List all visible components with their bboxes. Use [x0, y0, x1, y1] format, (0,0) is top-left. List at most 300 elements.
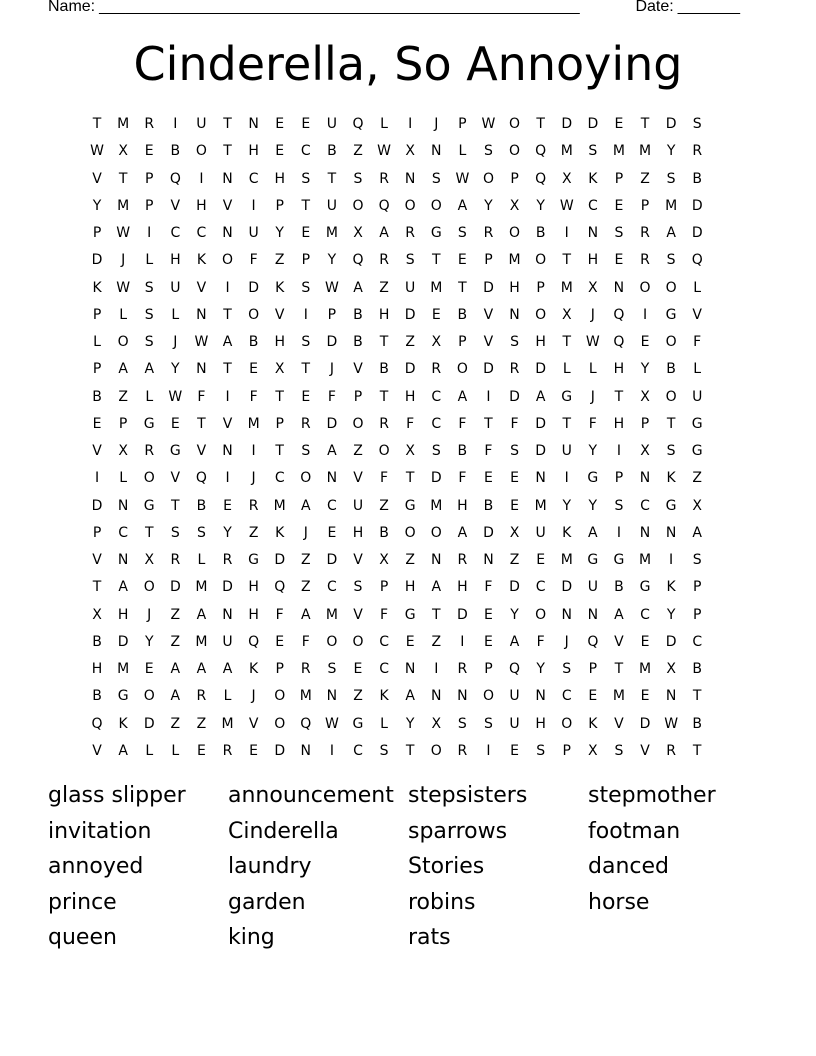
grid-cell[interactable]: Y	[640, 361, 650, 378]
grid-cell[interactable]: N	[613, 279, 625, 296]
grid-cell[interactable]: Z	[353, 688, 363, 705]
grid-cell[interactable]: M	[221, 715, 234, 732]
grid-cell[interactable]: Z	[353, 443, 363, 459]
grid-cell[interactable]: V	[92, 742, 102, 759]
grid-cell[interactable]: O	[274, 688, 286, 705]
grid-cell[interactable]: G	[404, 606, 416, 623]
grid-cell[interactable]: C	[118, 524, 129, 541]
grid-cell[interactable]: X	[692, 497, 702, 514]
grid-cell[interactable]: T	[666, 415, 676, 432]
grid-cell[interactable]: N	[587, 606, 599, 623]
grid-cell[interactable]: C	[274, 470, 285, 487]
grid-cell[interactable]: O	[561, 715, 573, 732]
grid-cell[interactable]: X	[353, 225, 363, 241]
grid-cell[interactable]: N	[326, 470, 338, 487]
grid-cell[interactable]: X	[509, 197, 520, 214]
grid-cell[interactable]: W	[194, 334, 209, 350]
grid-cell[interactable]: L	[93, 334, 101, 350]
grid-cell[interactable]: H	[535, 334, 546, 350]
grid-cell[interactable]: G	[169, 443, 181, 459]
grid-cell[interactable]: I	[486, 388, 491, 405]
grid-cell[interactable]: A	[118, 579, 128, 596]
grid-cell[interactable]: N	[639, 524, 651, 541]
grid-cell[interactable]: E	[510, 470, 519, 487]
grid-cell[interactable]: P	[275, 415, 284, 432]
grid-cell[interactable]: P	[536, 279, 545, 296]
grid-cell[interactable]: C	[561, 688, 572, 705]
grid-cell[interactable]: S	[692, 116, 702, 132]
grid-cell[interactable]: K	[275, 524, 285, 541]
grid-cell[interactable]: S	[144, 334, 154, 350]
grid-cell[interactable]: H	[248, 579, 259, 596]
grid-cell[interactable]: L	[119, 470, 128, 487]
grid-cell[interactable]: C	[692, 633, 703, 650]
grid-cell[interactable]: N	[431, 143, 442, 160]
grid-cell[interactable]: E	[144, 143, 154, 160]
grid-cell[interactable]: R	[300, 661, 311, 677]
grid-cell[interactable]: F	[458, 415, 467, 432]
grid-cell[interactable]: A	[118, 361, 128, 378]
grid-cell[interactable]: R	[248, 497, 259, 514]
grid-cell[interactable]: P	[510, 170, 519, 187]
grid-cell[interactable]: A	[457, 388, 468, 405]
grid-cell[interactable]: H	[248, 606, 259, 623]
grid-cell[interactable]: U	[326, 116, 338, 132]
grid-cell[interactable]: R	[379, 252, 389, 269]
grid-cell[interactable]: V	[170, 197, 181, 214]
grid-cell[interactable]: G	[117, 688, 129, 705]
grid-cell[interactable]: E	[144, 661, 154, 677]
grid-cell[interactable]: U	[248, 225, 259, 241]
grid-cell[interactable]: G	[613, 552, 625, 568]
grid-cell[interactable]: L	[145, 388, 154, 405]
grid-cell[interactable]: V	[483, 334, 494, 350]
date-field[interactable]	[635, 0, 740, 16]
grid-cell[interactable]: N	[248, 116, 259, 132]
grid-cell[interactable]: D	[274, 742, 286, 759]
grid-cell[interactable]: P	[301, 252, 311, 269]
grid-cell[interactable]: O	[509, 116, 521, 132]
grid-cell[interactable]: X	[405, 143, 415, 160]
grid-cell[interactable]: P	[275, 661, 284, 677]
grid-cell[interactable]: T	[431, 252, 441, 269]
grid-cell[interactable]: L	[171, 742, 180, 759]
grid-cell[interactable]: H	[587, 252, 599, 269]
grid-cell[interactable]: X	[588, 279, 598, 296]
grid-cell[interactable]: T	[484, 415, 493, 432]
grid-cell[interactable]: D	[483, 279, 494, 296]
grid-cell[interactable]: V	[92, 170, 102, 187]
grid-cell[interactable]: L	[171, 306, 180, 323]
grid-cell[interactable]: A	[353, 279, 363, 296]
grid-cell[interactable]: E	[249, 742, 259, 759]
grid-cell[interactable]: G	[430, 225, 442, 241]
grid-cell[interactable]: D	[456, 606, 468, 623]
grid-cell[interactable]: Q	[535, 170, 547, 187]
grid-cell[interactable]: T	[223, 116, 232, 132]
grid-cell[interactable]: Y	[144, 633, 154, 650]
grid-cell[interactable]: F	[380, 606, 389, 623]
name-line[interactable]: ______________________________________________________	[99, 0, 580, 15]
grid-cell[interactable]: B	[353, 306, 363, 323]
grid-cell[interactable]: Y	[327, 252, 337, 269]
grid-cell[interactable]: S	[692, 552, 702, 568]
grid-cell[interactable]: H	[170, 252, 181, 269]
grid-cell[interactable]: I	[460, 633, 465, 650]
grid-cell[interactable]: E	[484, 633, 493, 650]
grid-cell[interactable]: T	[144, 524, 154, 541]
grid-cell[interactable]: Y	[171, 361, 180, 378]
grid-cell[interactable]: V	[196, 279, 207, 296]
grid-cell[interactable]: U	[509, 688, 520, 705]
grid-cell[interactable]: S	[510, 334, 519, 350]
grid-cell[interactable]: L	[693, 361, 702, 378]
grid-cell[interactable]: A	[405, 688, 415, 705]
grid-cell[interactable]: U	[692, 388, 703, 405]
grid-cell[interactable]: X	[379, 552, 389, 568]
grid-cell[interactable]: O	[248, 306, 260, 323]
grid-cell[interactable]: D	[509, 579, 520, 596]
grid-cell[interactable]: B	[248, 334, 259, 350]
grid-cell[interactable]: N	[535, 688, 546, 705]
grid-cell[interactable]: H	[613, 415, 625, 432]
grid-cell[interactable]: B	[170, 143, 181, 160]
grid-cell[interactable]: O	[326, 633, 338, 650]
grid-cell[interactable]: P	[353, 388, 363, 405]
grid-cell[interactable]: Z	[170, 606, 181, 623]
grid-cell[interactable]: N	[300, 742, 312, 759]
grid-cell[interactable]: O	[117, 334, 129, 350]
grid-cell[interactable]: P	[92, 225, 102, 241]
grid-cell[interactable]: S	[562, 661, 572, 677]
grid-cell[interactable]: Z	[379, 279, 389, 296]
grid-cell[interactable]: I	[225, 470, 230, 487]
grid-cell[interactable]: M	[638, 143, 652, 160]
grid-cell[interactable]: M	[325, 606, 338, 623]
grid-cell[interactable]: N	[457, 688, 468, 705]
grid-cell[interactable]: S	[144, 306, 154, 323]
grid-cell[interactable]: E	[640, 688, 650, 705]
grid-cell[interactable]: O	[665, 279, 677, 296]
grid-cell[interactable]: K	[666, 470, 676, 487]
grid-cell[interactable]: M	[612, 688, 625, 705]
grid-cell[interactable]: E	[640, 633, 650, 650]
grid-cell[interactable]: J	[251, 470, 256, 487]
grid-cell[interactable]: R	[457, 552, 468, 568]
grid-cell[interactable]: D	[248, 279, 259, 296]
grid-cell[interactable]: D	[483, 361, 494, 378]
grid-cell[interactable]: S	[353, 170, 363, 187]
grid-cell[interactable]: B	[92, 688, 102, 705]
grid-cell[interactable]: N	[404, 170, 416, 187]
grid-cell[interactable]: E	[327, 524, 337, 541]
grid-cell[interactable]: J	[590, 306, 595, 323]
grid-cell[interactable]: A	[118, 742, 128, 759]
grid-cell[interactable]: H	[248, 143, 259, 160]
grid-cell[interactable]: H	[535, 715, 546, 732]
grid-cell[interactable]: A	[196, 606, 207, 623]
grid-cell[interactable]: W	[377, 143, 391, 160]
grid-cell[interactable]: A	[196, 661, 207, 677]
grid-cell[interactable]: Z	[509, 552, 520, 568]
grid-cell[interactable]: Z	[196, 715, 207, 732]
grid-cell[interactable]: G	[248, 552, 260, 568]
grid-cell[interactable]: P	[92, 306, 102, 323]
grid-cell[interactable]: K	[379, 688, 389, 705]
grid-cell[interactable]: G	[691, 443, 703, 459]
grid-cell[interactable]: A	[666, 225, 676, 241]
grid-cell[interactable]: L	[223, 688, 232, 705]
grid-cell[interactable]: D	[639, 715, 651, 732]
grid-cell[interactable]: D	[587, 116, 599, 132]
grid-cell[interactable]: R	[144, 443, 155, 459]
grid-cell[interactable]: M	[325, 225, 338, 241]
grid-cell[interactable]: T	[431, 606, 441, 623]
grid-cell[interactable]: G	[561, 388, 573, 405]
grid-cell[interactable]: F	[249, 252, 258, 269]
grid-cell[interactable]: H	[117, 606, 129, 623]
grid-cell[interactable]: O	[404, 197, 416, 214]
grid-cell[interactable]: B	[353, 334, 363, 350]
grid-cell[interactable]: T	[92, 116, 102, 132]
grid-cell[interactable]: I	[94, 470, 100, 487]
grid-cell[interactable]: C	[640, 497, 650, 514]
grid-cell[interactable]: Z	[118, 388, 128, 405]
grid-cell[interactable]: O	[509, 225, 521, 241]
grid-cell[interactable]: U	[561, 443, 572, 459]
grid-cell[interactable]: H	[404, 388, 416, 405]
grid-cell[interactable]: R	[666, 742, 676, 759]
grid-cell[interactable]: W	[481, 116, 496, 132]
grid-cell[interactable]: W	[90, 143, 104, 160]
grid-cell[interactable]: A	[509, 633, 520, 650]
grid-cell[interactable]: D	[691, 197, 703, 214]
grid-cell[interactable]: J	[173, 334, 178, 350]
grid-cell[interactable]: I	[329, 742, 334, 759]
grid-cell[interactable]: M	[430, 497, 443, 514]
grid-cell[interactable]: F	[327, 388, 336, 405]
grid-cell[interactable]: T	[692, 688, 702, 705]
grid-cell[interactable]: E	[196, 742, 206, 759]
grid-cell[interactable]: S	[666, 252, 676, 269]
grid-cell[interactable]: F	[406, 415, 415, 432]
grid-cell[interactable]: S	[536, 742, 546, 759]
grid-cell[interactable]: H	[509, 279, 520, 296]
grid-cell[interactable]: Q	[509, 661, 521, 677]
grid-cell[interactable]: B	[379, 524, 389, 541]
grid-cell[interactable]: Q	[169, 170, 181, 187]
grid-cell[interactable]: I	[564, 225, 569, 241]
grid-cell[interactable]: I	[251, 197, 256, 214]
grid-cell[interactable]: S	[431, 443, 441, 459]
grid-cell[interactable]: I	[434, 661, 439, 677]
grid-cell[interactable]: D	[535, 361, 547, 378]
grid-cell[interactable]: E	[614, 197, 624, 214]
grid-cell[interactable]: B	[692, 661, 702, 677]
grid-cell[interactable]: Z	[405, 552, 415, 568]
grid-cell[interactable]: R	[144, 116, 155, 132]
grid-cell[interactable]: H	[274, 334, 285, 350]
grid-cell[interactable]: V	[170, 470, 181, 487]
grid-cell[interactable]: N	[483, 552, 494, 568]
grid-cell[interactable]: H	[613, 361, 625, 378]
grid-cell[interactable]: X	[431, 334, 442, 350]
grid-cell[interactable]: E	[457, 252, 467, 269]
grid-cell[interactable]: C	[379, 633, 389, 650]
grid-cell[interactable]: D	[326, 415, 338, 432]
grid-cell[interactable]: L	[458, 143, 467, 160]
grid-cell[interactable]: G	[404, 497, 416, 514]
grid-cell[interactable]: Z	[301, 579, 311, 596]
grid-cell[interactable]: D	[561, 579, 573, 596]
grid-cell[interactable]: S	[484, 143, 493, 160]
grid-cell[interactable]: S	[301, 334, 311, 350]
grid-cell[interactable]: F	[484, 443, 493, 459]
grid-cell[interactable]: R	[222, 742, 233, 759]
grid-cell[interactable]: U	[509, 715, 520, 732]
grid-cell[interactable]: U	[196, 116, 207, 132]
grid-cell[interactable]: V	[222, 197, 233, 214]
grid-cell[interactable]: D	[274, 552, 286, 568]
grid-cell[interactable]: H	[457, 579, 468, 596]
grid-cell[interactable]: I	[199, 170, 204, 187]
grid-cell[interactable]: Q	[378, 197, 390, 214]
grid-cell[interactable]: P	[275, 197, 284, 214]
grid-cell[interactable]: T	[118, 170, 128, 187]
grid-cell[interactable]: E	[484, 606, 493, 623]
grid-cell[interactable]: X	[405, 443, 415, 459]
grid-cell[interactable]: B	[483, 497, 494, 514]
grid-cell[interactable]: Z	[353, 143, 363, 160]
grid-cell[interactable]: L	[562, 361, 571, 378]
grid-cell[interactable]: T	[327, 170, 337, 187]
grid-cell[interactable]: I	[564, 470, 569, 487]
grid-cell[interactable]: V	[196, 443, 207, 459]
grid-cell[interactable]: J	[564, 633, 569, 650]
grid-cell[interactable]: H	[196, 197, 207, 214]
grid-cell[interactable]: O	[456, 361, 468, 378]
grid-cell[interactable]: J	[590, 388, 595, 405]
grid-cell[interactable]: T	[562, 252, 572, 269]
grid-cell[interactable]: R	[222, 552, 233, 568]
grid-cell[interactable]: V	[483, 306, 494, 323]
grid-cell[interactable]: O	[535, 606, 547, 623]
grid-cell[interactable]: N	[665, 524, 677, 541]
grid-cell[interactable]: R	[405, 225, 416, 241]
grid-cell[interactable]: L	[119, 306, 128, 323]
grid-cell[interactable]: W	[664, 715, 679, 732]
grid-cell[interactable]: J	[434, 116, 439, 132]
grid-cell[interactable]: N	[665, 688, 677, 705]
grid-cell[interactable]: T	[92, 579, 102, 596]
grid-cell[interactable]: S	[666, 170, 676, 187]
grid-cell[interactable]: N	[222, 225, 233, 241]
grid-cell[interactable]: O	[535, 306, 547, 323]
grid-cell[interactable]: N	[404, 661, 416, 677]
grid-cell[interactable]: X	[509, 524, 520, 541]
grid-cell[interactable]: B	[457, 306, 468, 323]
grid-cell[interactable]: G	[587, 470, 599, 487]
grid-cell[interactable]: B	[614, 579, 624, 596]
grid-cell[interactable]: U	[587, 579, 598, 596]
grid-cell[interactable]: F	[380, 470, 389, 487]
grid-cell[interactable]: M	[665, 197, 678, 214]
grid-cell[interactable]: K	[588, 170, 598, 187]
grid-cell[interactable]: A	[301, 497, 311, 514]
grid-cell[interactable]: M	[117, 661, 130, 677]
grid-cell[interactable]: M	[299, 688, 312, 705]
grid-cell[interactable]: O	[639, 279, 651, 296]
grid-cell[interactable]: H	[378, 306, 390, 323]
grid-cell[interactable]: D	[143, 715, 155, 732]
grid-cell[interactable]: C	[640, 606, 650, 623]
grid-cell[interactable]: E	[170, 415, 180, 432]
grid-cell[interactable]: B	[92, 388, 102, 405]
grid-cell[interactable]: R	[640, 225, 650, 241]
grid-cell[interactable]: D	[509, 388, 520, 405]
grid-cell[interactable]: C	[327, 497, 337, 514]
grid-cell[interactable]: M	[195, 633, 208, 650]
grid-cell[interactable]: C	[327, 579, 337, 596]
grid-cell[interactable]: R	[509, 361, 520, 378]
grid-cell[interactable]: O	[509, 143, 521, 160]
grid-cell[interactable]: T	[614, 388, 624, 405]
grid-cell[interactable]: G	[143, 497, 155, 514]
grid-cell[interactable]: D	[665, 116, 677, 132]
grid-cell[interactable]: T	[379, 388, 389, 405]
grid-cell[interactable]: M	[560, 143, 573, 160]
grid-cell[interactable]: V	[92, 552, 102, 568]
grid-cell[interactable]: S	[666, 443, 676, 459]
grid-cell[interactable]: A	[457, 524, 468, 541]
grid-cell[interactable]: P	[562, 742, 571, 759]
grid-cell[interactable]: H	[457, 497, 468, 514]
grid-cell[interactable]: O	[352, 415, 364, 432]
grid-cell[interactable]: P	[458, 334, 467, 350]
grid-cell[interactable]: X	[588, 742, 598, 759]
grid-cell[interactable]: W	[324, 715, 339, 732]
grid-cell[interactable]: D	[665, 633, 677, 650]
grid-cell[interactable]: P	[118, 415, 128, 432]
grid-cell[interactable]: N	[509, 306, 520, 323]
grid-cell[interactable]: D	[535, 415, 547, 432]
grid-cell[interactable]: E	[614, 252, 624, 269]
grid-cell[interactable]: D	[91, 252, 103, 269]
grid-cell[interactable]: S	[301, 443, 311, 459]
grid-cell[interactable]: D	[91, 497, 103, 514]
grid-cell[interactable]: E	[275, 116, 285, 132]
date-line[interactable]: _______	[677, 0, 740, 15]
grid-cell[interactable]: T	[301, 361, 311, 378]
grid-cell[interactable]: O	[143, 688, 155, 705]
grid-cell[interactable]: R	[640, 252, 650, 269]
grid-cell[interactable]: A	[379, 225, 389, 241]
grid-cell[interactable]: N	[222, 443, 233, 459]
grid-cell[interactable]: P	[484, 252, 493, 269]
grid-cell[interactable]: K	[562, 524, 572, 541]
grid-cell[interactable]: C	[248, 170, 259, 187]
grid-cell[interactable]: Q	[91, 715, 103, 732]
grid-cell[interactable]: E	[510, 497, 519, 514]
grid-cell[interactable]: N	[431, 552, 442, 568]
grid-cell[interactable]: B	[92, 633, 102, 650]
grid-cell[interactable]: Z	[301, 552, 311, 568]
grid-cell[interactable]: A	[431, 579, 442, 596]
grid-cell[interactable]: S	[301, 170, 311, 187]
grid-cell[interactable]: P	[327, 306, 337, 323]
grid-cell[interactable]: Z	[248, 524, 259, 541]
grid-cell[interactable]: R	[300, 415, 311, 432]
